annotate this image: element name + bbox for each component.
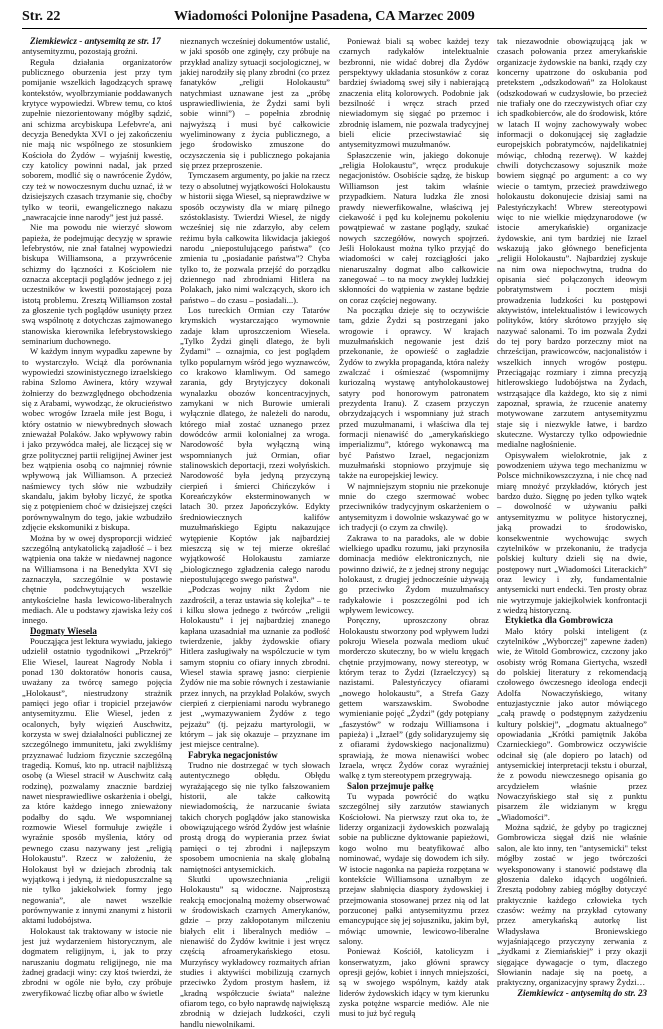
paragraph: Zakrawa to na paradoks, ale w dobie wielkiego upadku rozumu, jaki przynosiła dominacja mediów elektronicznych, nie powinno dziwić, że z jednej strony negując holokaust, z drugiej jednocześnie używają go przeciwko Żydom muzułmańscy radykałowie i poszczególni pod ich wpływem lewicowcy. — [339, 532, 489, 615]
page-header — [22, 8, 647, 29]
continuation-kicker: Ziemkiewicz - antysemitą ze str. 17 — [30, 36, 161, 46]
subheading: Dogmaty Wiesela — [30, 625, 97, 636]
subheading: Etykietka dla Gombrowicza — [505, 615, 613, 626]
paragraph: Spłaszczenie win, jakiego dokonuje „religia Holokaustu”, wręcz produkuje negacjonistów. Osobiście sądzę, że biskup Williamson jest takim właśnie przypadkiem. Natura ludzka źle znosi prawdy niewerfikowalne, właściwą jej ciekawość i pęd ku kolejnemu pokoleniu powątpiewać w zastane poglądy, szukać nowych szczegółów, nowych spojrzeń. Jeśli Holokaust można tylko przyjąć do wiadomości w całej rozciągłości jako nienaruszalny dogmat albo całkowicie zanegować – to na mocy zwykłej ludzkiej skłonności do wątpienia w zastane będzie on coraz częściej negowany. — [339, 149, 489, 305]
column-2 — [180, 36, 330, 1029]
paragraph: Tu wypada powrócić do wątku szczególnej siły zarzutów stawianych Kościołowi. Na pierwszy rzut oka to, że liderzy organizacji żydowskich pozwalają sobie na publiczne dyktowanie papieżowi, kogo wolno mu beatyfikować albo nominować, wydaje się dowodem ich siły. W istocie nagonka na papieża rozpętana w kontekście Williamsona uznałbym ze przejaw słabnięcia diaspory żydowskiej i przejmowania stosowanej przez nią od lat porzuconej pałki antysemityzmu przez emancypujące się jej sojuszniku, jakim był, mówiąc umownie, lewicowo-liberalne salony. — [339, 791, 489, 946]
page-number: Str. 22 — [22, 9, 61, 24]
subheading: Fabryka negacjonistów — [188, 749, 278, 760]
paragraph: Nie ma powodu nie wierzyć słowom papieża, że podejmując decyzję w sprawie lefebrystów, nie znał fatalnej wypowiedzi biskupa Williamsona, a przywrócenie schizmy do łączności z Kościołem nie oznacza akceptacji poglądów jednego z jej uczestników w kwestii pozostającej poza istotą problemu. Zresztą Williamson został za głoszenie tych poglądów usunięty przez swą wspólnotę z dotychczas zajmowanego stanowiska kierownika lefebrystowskiego seminarium duchownego. — [22, 222, 172, 346]
subheading: Salon przejmuje pałkę — [347, 780, 434, 791]
paragraph: Holokaust tak traktowany w istocie nie jest już wydarzeniem historycznym, ale dogmatem religijnym, i, jak to przy naruszaniu dogmatu religijnego, nie ma żadnej gradacji winy: czy ktoś twierdzi, że zbrodni w ogóle nie było, czy próbuje zweryfikować liczbę ofiar albo w świetle — [22, 925, 172, 998]
paragraph: Ponieważ Kościół, katolicyzm i konserwatyzm, jako główni sprawcy opresji gejów, kobiet i innych mniejszości, są w swojego wspólnym, każdy atak liderów żydowskich idący w tym kierunku zyska potężne wsparcie mediów. Ale nie musi to już być regułą — [339, 946, 489, 1019]
paragraph: W każdym innym wypadku zapewne by to wystarczyło. Wciąż dla porównania wypowiedzi szowinistycznego izraelskiego rabina Szlomo Awinera, który wzywał żołnierzy do bezwzględnego obchodzenia się z Arabami, wywodząc, że okrucieństwo wobec wrogów Izraela miłe jest Bogu, i który ostatnio w niewybrednych słowach znieważał Polaków. Jako wpływowy rabin i jako przywódca małej, ale liczącej się w grze politycznej partii religijnej Awiner jest bez wątpienia osobą co najmniej równie wpływową jak Williamson. A przecież naśmiewcy tych słów nie wzbudziły skandalu, jakim byłoby liczyć, że spotka się z potępieniem choć w dzisiejszej części porównywalnym do tego, jakie wzbudziło zdjęcie ekskomuniki z biskupa. — [22, 346, 172, 533]
paragraph: antysemityzmu, pozostają groźni. — [22, 46, 138, 57]
paragraph: Poucząjąca jest lektura wywiadu, jakiego udzielił ostatnio tygodnikowi „Przekrój” Elie Wiesel, laureat Nagrody Nobla i ponad 130 doktoratów honoris causa, uważany za twórcę samego pojęcia „Holokaust”, niestrudzony strażnik pamięci jego ofiar i tropiciel przejawów antysemityzmu. Elie Wiesel, jeden z ocalonych, były więzień Auschwitz, korzysta w swej działalności publicznej ze szczególnego immunitetu, jaki zwykliśmy przyznawać ludziom fizycznie szczególną tragedią. Komuś, kto np. utracił najbliższą osobę (a Wiesel stracił w Auschwitz całą rodzinę), pozwalamy znacznie bardziej nawet niesprawiedliwe oskarżenia i obelgi, za które każdego innego znieważony podałby do sądu. We wspomnianej rozmowie Wiesel formułuje zwięźle i wyraźnie sposób myślenia, który od pewnego czasu nazywany jest „religią Holokaustu”. Rzecz w założeniu, że Holokaust był w dziejach zbrodnią tak wyjątkową i jedyną, iż niedopuszczalne są nie tylko jakiekolwiek formy jego negowania”, ale nawet wszelkie porównywanie z innymi znanymi z historii aktami ludobójstwa. — [22, 635, 172, 926]
paragraph: Można sądzić, że gdyby po tragicznej Gombrowicza sięgał dziś nie właśnie salon, ale kto inny, ten "antysemicki" tekst mógłby zostać w jego twórczości wyeksponowany i stanowić podstawę dla głoszenia daleko idących uogólnień. Zresztą podobny zabieg mógłby dotyczyć praktycznie każdego człowieka tych czasów: weźmy na przykład cytowany przez amerykańską autorkę list Władysława Broniewskiego wyjaśniającego przyczyny zerwania z „żydkami z Ziemiańskiej” i przy okazji sięgające dywagacje o tym, dlaczego Słowianin nadaje się na poetę, a praktyczny, organizacyjny sprawy Żydzi… — [497, 822, 647, 988]
paragraph: Trudno nie dostrzegać w tych słowach autentycznego obłędu. Obłędu wyrażającego się nie tylko fałszowaniem historii, ale także całkowitą niewiadomością, że narzucanie świata takich chorych poglądów jako stanowiska obowiązującego wśród Żydów jest właśnie prostą drogą do wypierania przez świat pamięci o tej zbrodni i najlepszym sposobem umocnienia na skalę globalną namiętności antysemickich. — [180, 760, 330, 874]
column-1 — [22, 36, 172, 1016]
paragraph: Można by w owej dysproporcji widzieć szczególną antykatolicką zajadłość – i bez wątpienia ona także w niedawnej nagonce na Williamsona i na Benedykta XVI się zaznaczyła, szczególnie w postawie chętnie podchwytujących wszelkie antykościelne hasła lewicowo-liberalnych mediach. Ale u podstawy zjawiska leży coś innego. — [22, 532, 172, 626]
paragraph: W najmniejszym stopniu nie przekonuje mnie do czego szermować wobec przeciwników tradycyjnym oskarżeniem o antysemityzm i dowolnie wskazywać go w ich tradycji (o czym za chwilę). — [339, 480, 489, 533]
paragraph: Mało który polski inteligent (z czytelników „Wyborczej” zapewne żaden) wie, że Witold Gombrowicz, czczony jako osobisty wróg Romana Giertycha, wszedł do polskiej literatury z rekomendacją czołowego ówczesnego ideologa endecji Adolfa Nowaczyńskiego, witany entuzjastycznie jako autor mówiącego „całą prawdę o podstępnym zażydzeniu kultury polskiej”, „dogmatu aktualnego” opowiadania „Krótki pamiętnik Jakóba Czarnieckiego”. Gombrowicz oczywiście odcinał się (ale dopiero po latach) od antysemickiej interpretacji tekstu i oburzał, że z powodu niewczesnego opisania go arcydziełem właśnie przez Nowaczyńskiego stał się z punktu pisarzem źle widzianym w kręgu „Wiadomości”. — [497, 625, 647, 822]
column-3 — [339, 36, 489, 1019]
continued-on-link[interactable]: Ziemkiewicz - antysemitą do str. 23 — [517, 987, 647, 998]
paragraph: Poręczny, uproszczony obraz Holokaustu stworzony pod wpływem ludzi pokroju Wiesela pozwala mediom ukuć morderczo skuteczny, bo w wielu kręgach chętnie przyjmowany, nowy stereotyp, w którym teraz to Żydzi (Izraelczycy) są nazistami. Palestyńczycy ofiarami „nowego holokaustu”, a Strefa Gazy gettem warszawskim. Swobodne wymienianie pojęć „Żydzi” (gdy potępiany „faszystów” w rodzaju Williamsona i papieża) i „Izrael” (gdy solidaryzujemy się z ofiarami żydowskiego nacjonalizmu) sprawiają, że mowa nienawiści wobec Izraela, wręcz Żydów coraz wyraźniej walkę z tym stereotypem przegrywają. — [339, 615, 489, 781]
paragraph: Na początku dzieje się to oczywiście tam, gdzie Żydzi są postrzegani jako wrogowie i oprawcy. W krajach muzułmańskich negowanie jest dziś przekonanie, że opowieść o zagładzie Żydów to zwykła propaganda, która należy zwalczać i ośmieszać (wspomnijmy kuriozalną wystawę antyholokaustowej satyry pod honorowym patronatem prezydenta Iranu). Z czasem przyczyn obrzydzających i wspomniany już strach przed muzułmanami, i właściwa dla tej formacji nienawiść do „amerykańskiego imperializmu”, którego wykonawcą ma być Państwo Izrael, negacjonizm muzułmański stopniowo przyjmuje się także na europejskiej lewicy. — [339, 304, 489, 481]
paragraph: Reguła działania organizatorów publicznego oburzenia jest przy tym pomijanie wszelkich łagodzących sprawę kontekstów, wyolbrzymianie poddawanych krytyce wypowiedzi. Wbrew temu, co ktoś zupełnie niezorientowany mógłby sądzić, ani schizma arcybiskupa Lefebvre'a, ani decyzja Benedykta XVI o jej zakończeniu nie mają nic wspólnego ze stosunkiem Kościoła do Żydów – wyjaśnij kwestię, czy katolicy powinni nadal, jak przed soborem, modlić się o nawrócenie Żydów, czy też w nowoczesnym duchu uznać, iż w dzisiejszych czasach trzymanie się, choćby tylko w teorii, ewangelicznego nakazu „nawracajcie inne narody” jest już passé. — [22, 56, 172, 222]
paragraph: Skutki upowszechniania „religii Holokaustu” są widoczne. Najprostszą reakcją emocjonalną możemy obserwować w środowiskach czarnych Amerykanów, gdzie – przy zakłopotanym milczeniu białych elit i liberalnych mediów – nienawiść do Żydów kwitnie i jest wręcz częścią afroamerykańskiego etosu. Murzyńscy wykładowcy rozmaitych afrian studies i aktywiści mobilizują czarnych przeciwko Żydom prostym hasłem, iż „kradną współczucie świata” należne ofiarom tego, co było naprawdę największą zbrodnią w dziejach ludzkości, czyli handlu niewolnikami. — [180, 873, 330, 1029]
paragraph: „Podczas wojny nikt Żydom nie zazdrościł, a teraz ustawia się kolejka” – te i kilku słowa jednego z twórców „religii Holokaustu” i jej najbardziej znanego kapłana uzasadniał ma uznanie za podłość twierdzenie, jakby żydowskie ofiary Hitlera zasługiwały na wspólczucie w tym samym stopniu co ofiary innych zbrodni. Wiesel stawia sprawę jasno: cierpienie Żydów nie ma sobie równych i zestawianie przez innych, na przykład Polaków, swych cierpień z cierpieniami narodu wybranego jest „wymazywaniem Żydów z tego pejzażu” (tj. pejzażu martyrologii, w którym – jak się okazuje – przyznane im jest miejsce centralne). — [180, 584, 330, 750]
paragraph: Opisywałem wielokrotnie, jak z powodzeniem używa tego mechanizmu w Polsce michnikowszczyzna, i nie chcę nad miarę mnożyć przykładów, których jest bardzo dużo. Sięgnę po jeden tylko wątek – dowolność w używaniu pałki antysemityzmu w polityce historycznej, jaką prowadzi to środowisko, konsekwentnie wychowując swych czytelników w przekonaniu, że tradycja polskiej kultury dzieli się na dwie, postępowy nurt „Wiadomości Literackich” oraz lewicy i zły, fundamentalnie antysemicki nurt endecki. Ten prosty obraz nie wytrzymuje jakiejkolwiek konfrontacji z wiedzą historyczną. — [497, 449, 647, 615]
paragraph: Los tureckich Ormian czy Tatarów krymskich wystarczająco wymownie zadaje kłam uproszczeniom Wiesela. „Tylko Żydzi ginęli dlatego, że byli Żydami” – oznajmia, co jest poglądem tylko popularnym wśród jego wyznawców, co krakowo kłamliwym. Od samego zarania, gdy Brytyjczycy dokonali wynalazku obozów koncentracyjnych, zamykani w nich Burowie umierali wyłącznie dlatego, że należeli do narodu, którego miał zostać uznanego przez dowódców armii kolonialnej za wroga. Narodowość była wyłączną winą wspomnianych już Ormian, ofiar stalinowskich deportacji, rzezi wołyńskich. Narodowość była jedyną przyczyną cierpień i śmierci Chińczyków i Koreańczyków eksterminowanych w latach 30. przez Japończyków. Edykty średniowiecznych kalifów muzułmańskiego Egiptu nakazujące wytępienie Koptów jak najbardziej mieszczą się w tej mierze określać wyjątkowość Holokaustu zamiarze „biologicznego zgładzenia całego narodu niepostulującego swego państwa”. — [180, 304, 330, 584]
article-columns — [22, 36, 647, 1029]
paragraph: tak niezawodnie obowiązującą jak w czasach połowania przez amerykańskie organizacje żydowskie na banki, rządy czy koncerny upatrzone do oskubania pod pretekstem „odszkodowań” za Holokaust (odszkodowań w cudzysłowie, bo przecież nie trafiały one do rzeczywistych ofiar czy ich spadkobierców, ale do środowisk, które w latach II wojny zachowywały wobec informacji o dokonującej się zagładzie europejskich pobratymców, najdelikatniej mówiąc, chłodną rezerwę). W każdej chwili dotychczasowy sojusznik może bowiem sięgnąć po argument: a co wy wiecie o tamtym, przecież prawdziwego holokaustu dokonujecie dzisiaj sami na Palestyńczykach! Wbrew stereotypowi więc to nie wielkie międzynarodowe (w istocie amerykańskie) organizacje żydowskie, ani tym bardziej nie Izrael wskazują jako głównego beneficjenta „religii Holokaustu”. Najbardziej zyskuje na nim owa niepochwytna, trudna do opisania sieć połączonych ideowym pobratymstwem i pocztem misji prowadzenia ludzkości ku postępowi aktywistów, intelektualistów i lewicowych polityków, który skrótowo przyjęło się nazywać salonami. To im pozwala Żydzi do tej pory bardzo porzeczny miot na chrześcijan, prawicowców, nacjonalistów i wszelkich innych wrogów postępu. Przeciągając rozmiary i zimna precyzją hitlerowskiego ludobójstwa na Żydach, wstrząsające dla każdego, kto się z nimi zapoznał, sprawia, że rzucenie anatemy motywowane zarzutem antysemityzmu staje się i niezwykle łatwe, i bardzo skuteczne. Wystarczy tylko odpowiednie medialne nagłośnienie. — [497, 36, 647, 450]
paragraph: Tymczasem argumenty, po jakie na rzecz tezy o absolutnej wyjątkowości Holokaustu w historii sięga Wiesel, są nieprawdziwe w sposób oczywisty dla w miarę pilnego szóstoklasisty. Twierdzi Wiesel, że nigdy wcześniej się nie zdarzyło, aby celem reżimu była całkowita likwidacja jakiegoś narodu „niepostulującego państwa” (co zmienia tu „posiadanie państwa”? Chyba tylko to, że pozwala przejść do porządku dziennego nad zbrodniami Hitlera na Polakach, jako nimi walczących, skoro ich państwo – do czasu – posiadali...). — [180, 170, 330, 305]
column-4 — [497, 36, 647, 1016]
paragraph: nieznanych wcześniej dokumentów ustalić, w jaki sposób one zginęły, czy próbuje na przykład analizy sytuacji socjologicznej, w jakiej narodziły się plany zbrodni (co przez fanatyków „religii Holokaustu” natychmiast uznawane jest za „próbę usprawiedliwienia, że Żydzi sami byli sobie winni”) – popełnia zbrodnię najwyższą i musi być całkowicie wyeliminowany z życia publicznego, a jego środowisko zmuszone do oczyszczenia się i publicznego pokajania się przez przeproszenie. — [180, 36, 330, 171]
paragraph: Ponieważ biali są wobec każdej tezy czarnych radykałów intelektualnie bezbronni, nie widać dobrej dla Żydów perspektywy układania stosunków z coraz bardziej świadomą swej siły i nabierającą znaczenia elitą kolorowych. Podobnie jak bezsilność i wręcz strach przed niewiadomym się sięgać po przemoc i zbrodnię islamem, nie pozwala tradycyjnej bieli elicie przeciwstawiać się antysemityzmowi muzułmanów. — [339, 36, 489, 150]
publication-title: Wiadomości Polonijne Pasadena, CA Marzec 2009 — [174, 9, 475, 24]
